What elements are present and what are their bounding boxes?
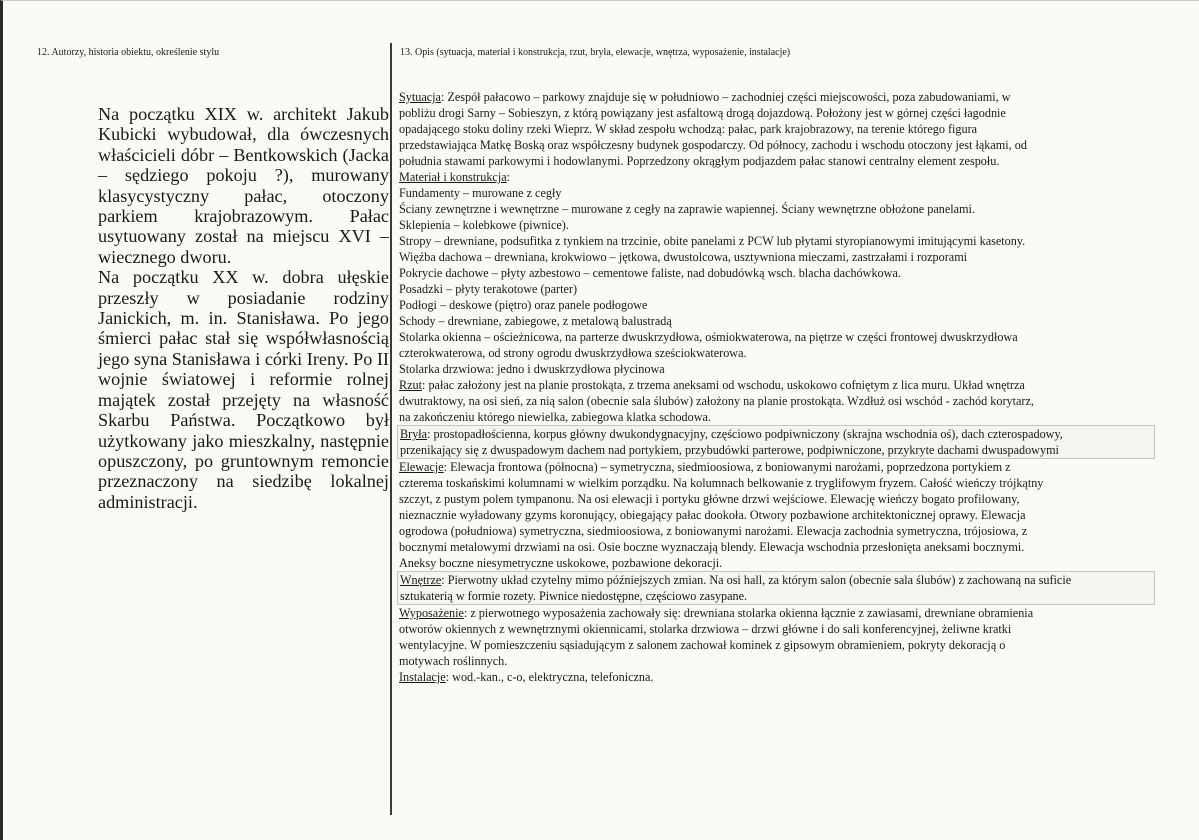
text-line: Ściany zewnętrzne i wewnętrzne – murowane z cegły na zaprawie wapiennej. Ściany wewnętrzne obłożone panelami. — [399, 202, 975, 216]
section-12-heading: 12. Autorzy, historia obiektu, określenie stylu — [37, 47, 220, 58]
massing-line: Bryła: prostopadłościenna, korpus główny dwukondygnacyjny, częściowo podpiwniczony (skrajna wschodnia oś), dach czterospadowy, — [400, 427, 1063, 441]
text-line: pobliżu drogi Sarny – Sobieszyn, z którą powiązany jest asfaltową drogą dojazdową. Położony jest w górnej części łagodnie — [399, 106, 1006, 120]
text-line: przedstawiająca Matkę Boską oraz współczesny budynek gospodarczy. Od północy, zachodu i wschodu otoczony jest łąkami, od — [399, 138, 1027, 152]
text-line: Pokrycie dachowe – płyty azbestowo – cementowe faliste, nad dobudówką wsch. blacha dachówkowa. — [399, 266, 901, 280]
plan-line: Rzut: pałac założony jest na planie prostokąta, z trzema aneksami od wschodu, uskokowo cofniętym z lica muru. Układ wnętrza — [399, 378, 1025, 392]
text-line: Podłogi – deskowe (piętro) oraz panele podłogowe — [399, 298, 648, 312]
text-line: motywach roślinnych. — [399, 654, 508, 668]
interior-label: Wnętrze — [400, 573, 442, 587]
text-line: bocznymi metalowymi drzwiami na osi. Osie boczne wyznaczają blendy. Elewacja wschodnia przesłonięta aneksami bocznymi. — [399, 540, 1025, 554]
massing-block — [397, 425, 1155, 459]
massing-label: Bryła — [400, 427, 428, 441]
text-line: przenikający się z dwuspadowym dachem nad portykiem, przybudówki parterowe, podpiwniczone, przykryte dachami dwuspadowymi — [400, 443, 1059, 457]
installations-label: Instalacje — [399, 670, 446, 684]
text-line: Stolarka okienna – ościeżnicowa, na parterze dwuskrzydłowa, ośmiokwaterowa, na piętrze w części frontowej dwuskrzydłowa — [399, 330, 1018, 344]
description-text — [399, 89, 1159, 685]
elevations-label: Elewacje — [399, 460, 444, 474]
installations-line: Instalacje: wod.-kan., c-o, elektryczna, telefoniczna. — [399, 670, 654, 684]
interior-line: Wnętrze: Pierwotny układ czytelny mimo późniejszych zmian. Na osi hall, za którym salon (obecnie sala ślubów) z zachowaną na suficie — [400, 573, 1072, 587]
text-line: Posadzki – płyty terakotowe (parter) — [399, 282, 578, 296]
material-label: Materiał i konstrukcja — [399, 170, 507, 184]
text-line: Stropy – drewniane, podsufitka z tynkiem na trzcinie, obite panelami z PCW lub płytami styropianowymi imitującymi kasetony. — [399, 234, 1026, 248]
text-line: nieznacznie wyładowany gzyms koronujący, obiegający pałac dookoła. Otwory pozbawione architektonicznej oprawy. Elewacja — [399, 508, 1026, 522]
text-line: opadającego stoku doliny rzeki Wieprz. W skład zespołu wchodzą: pałac, park krajobrazowy, na terenie którego figura — [399, 122, 978, 136]
history-paragraph-2: Na początku XX w. dobra ułęskie przeszły w posiadanie rodziny Janickich, m. in. Stanisława. Po jego śmierci pałac stał się współwłasnością jego syna Stanisława i córki Ireny. Po II wojnie światowej i reformie rolnej majątek został przejęty na własność Skarbu Państwa. Początkowo był użytkowany jako mieszkalny, następnie opuszczony, po gruntownym remoncie przeznaczony na siedzibę lokalnej administracji. — [98, 267, 389, 512]
text-line: Aneksy boczne niesymetryczne uskokowe, pozbawione dekoracji. — [399, 556, 723, 570]
furnishings-label: Wyposażenie — [399, 606, 464, 620]
text-line: czterema toskańskimi kolumnami w wielkim porządku. Na kolumnach belkowanie z tryglifowym fryzem. Całość wieńczy trójkątny — [399, 476, 1044, 490]
text-line: otworów okiennych z wewnętrznymi okiennicami, stolarka drzwiowa – drzwi główne i do sali konferencyjnej, żeliwne kratki — [399, 622, 1012, 636]
history-paragraph-1: Na początku XIX w. architekt Jakub Kubicki wybudował, dla ówczesnych właścicieli dóbr – Bentkowskich (Jacka – sędziego pokoju ?), murowany klasycystyczny pałac, otoczony parkiem krajobrazowym. Pałac usytuowany został na miejscu XVI – wiecznego dworu. — [98, 104, 389, 267]
text-line: czterokwaterowa, od strony ogrodu dwuskrzydłowa sześciokwaterowa. — [399, 346, 747, 360]
text-line: szczyt, z pustym polem tympanonu. Na osi elewacji i portyku główne drzwi wejściowe. Elewację wieńczy bogato profilowany, — [399, 492, 1020, 506]
text-line: dwutraktowy, na osi sień, za nią salon (obecnie sala ślubów) założony na planie prostokąta. Wzdłuż osi wschód - zachód korytarz, — [399, 394, 1034, 408]
text-line: Sklepienia – kolebkowe (piwnice). — [399, 218, 569, 232]
section-13-heading: 13. Opis (sytuacja, materiał i konstrukcja, rzut, bryła, elewacje, wnętrza, wyposażenie, instalacje) — [400, 47, 791, 58]
text-line: sztukaterią w formie rozety. Piwnice niedostępne, częściowo zasypane. — [400, 589, 748, 603]
material-line: Materiał i konstrukcja: — [399, 170, 511, 184]
elevations-line: Elewacje: Elewacja frontowa (północna) – symetryczna, siedmioosiowa, z boniowanymi narożami, poprzedzona portykiem z — [399, 460, 1011, 474]
furnishings-line: Wyposażenie: z pierwotnego wyposażenia zachowały się: drewniana stolarka okienna łącznie z zawiasami, drewniane obramienia — [399, 606, 1034, 620]
text-line: południa stawami parkowymi i hodowlanymi. Poprzedzony okrągłym podjazdem pałac stanowi centralny element zespołu. — [399, 154, 1000, 168]
text-line: Stolarka drzwiowa: jedno i dwuskrzydłowa płycinowa — [399, 362, 665, 376]
text-line: na zakończeniu którego niewielka, zabiegowa klatka schodowa. — [399, 410, 712, 424]
text-line: Schody – drewniane, zabiegowe, z metalową balustradą — [399, 314, 672, 328]
text-line: ogrodowa (południowa) symetryczna, siedmioosiowa, z boniowanymi narożami. Elewacja zachodnia symetryczna, trójosiowa, z — [399, 524, 1028, 538]
situation-line: Sytuacja: Zespół pałacowo – parkowy znajduje się w południowo – zachodniej części miejscowości, poza zabudowaniami, w — [399, 90, 1011, 104]
plan-label: Rzut — [399, 378, 423, 392]
situation-label: Sytuacja — [399, 90, 441, 104]
history-text — [98, 104, 389, 512]
column-divider — [390, 43, 392, 815]
interior-block — [397, 571, 1155, 605]
text-line: Więźba dachowa – drewniana, krokwiowo – jętkowa, dwustolcowa, usztywniona mieczami, zastrzałami i rozporami — [399, 250, 968, 264]
text-line: Fundamenty – murowane z cegły — [399, 186, 562, 200]
text-line: wentylacyjne. W pomieszczeniu sąsiadującym z salonem zachował kominek z gipsowym obramieniem, pokryty dekoracją o — [399, 638, 1006, 652]
